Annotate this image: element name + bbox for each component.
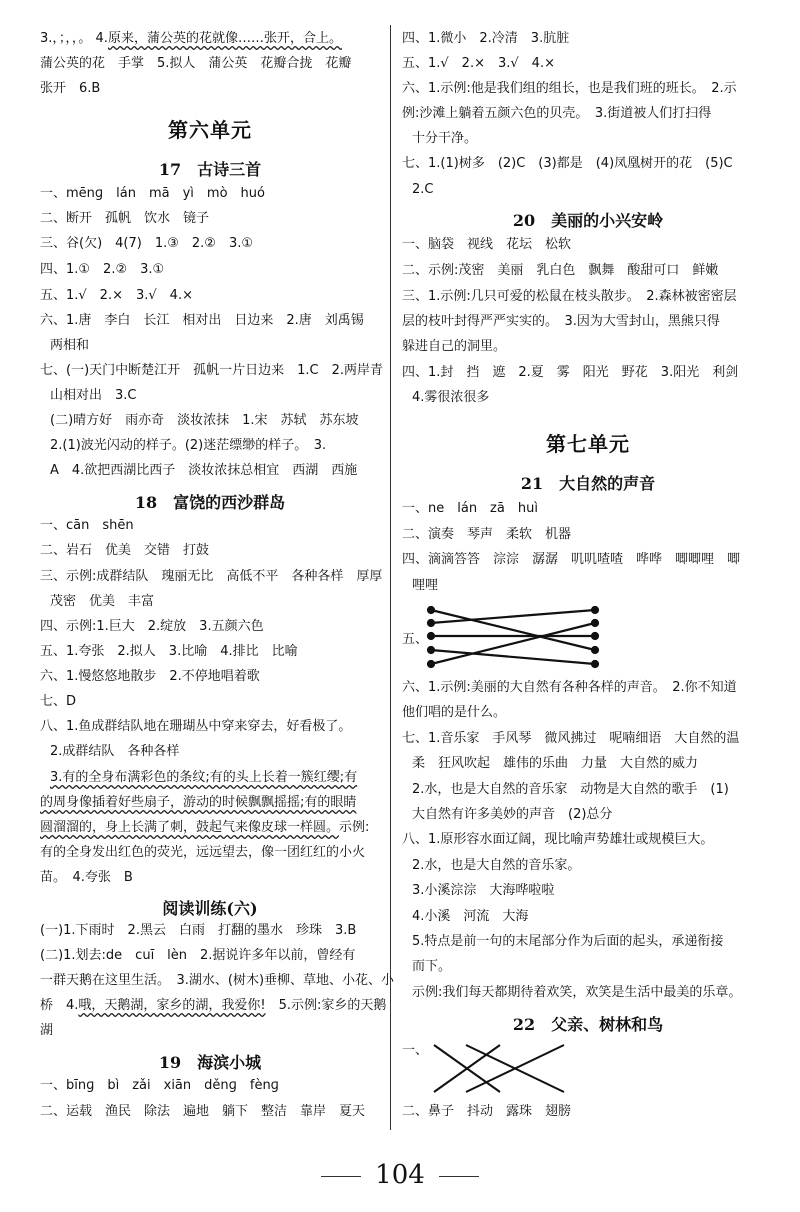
answer-line: 十分干净。: [412, 131, 478, 146]
answer-line: 的周身像插着好些扇子，游动的时候飘飘摇摇;有的眼睛: [40, 795, 357, 810]
unit-heading: 第七单元: [546, 432, 630, 456]
answer-line: 2.水，也是大自然的音乐家 动物是大自然的歌手 (1): [412, 782, 729, 797]
answer-line: 两相和: [50, 338, 90, 353]
page-number: 104: [0, 1160, 800, 1190]
answer-line: 八、1.鱼成群结队地在珊瑚丛中穿来穿去，好看极了。: [40, 719, 352, 734]
lesson-title: 18 富饶的西沙群岛: [134, 493, 286, 512]
answer-line: 四、滴滴答答 淙淙 潺潺 叽叽喳喳 哗哗 唧唧哩 唧: [402, 552, 741, 567]
answer-line: 5.特点是前一句的末尾部分作为后面的起头，承递衔接: [412, 934, 724, 949]
answer-line: 例:沙滩上躺着五颜六色的贝壳。 3.街道被人们打扫得: [402, 106, 712, 121]
answer-line: 茂密 优美 丰富: [50, 594, 155, 609]
answer-line: 三、谷(欠) 4(7) 1.③ 2.② 3.①: [40, 236, 254, 251]
answer-line: 圆溜溜的，身上长满了刺，鼓起气来像皮球一样圆。示例:: [40, 820, 370, 835]
unit-heading: 第六单元: [168, 118, 252, 142]
answer-line: 而下。: [412, 959, 452, 974]
answer-line: 四、示例:1.巨大 2.绽放 3.五颜六色: [40, 619, 264, 634]
answer-line: 一群天鹅在这里生活。 3.湖水、(树木)垂柳、草地、小花、小: [40, 973, 395, 988]
answer-line: (二)晴方好 雨亦奇 淡妆浓抹 1.宋 苏轼 苏东坡: [50, 413, 359, 428]
answer-line: 2.(1)波光闪动的样子。(2)迷茫缥缈的样子。 3.: [50, 438, 327, 453]
answer-line: 七、1.(1)树多 (2)C (3)都是 (4)凤凰树开的花 (5)C: [402, 156, 733, 171]
answer-line: 湖: [40, 1023, 54, 1038]
answer-line: 八、1.原形容水面辽阔，现比喻声势雄壮或规模巨大。: [402, 832, 714, 847]
lesson-title: 22 父亲、树林和鸟: [512, 1015, 664, 1034]
answer-line: 他们唱的是什么。: [402, 705, 507, 720]
answer-line: 七、D: [40, 694, 77, 709]
answer-line: 层的枝叶封得严严实实的。 3.因为大雪封山，黑熊只得: [402, 314, 720, 329]
answer-line: 示例:我们每天都期待着欢笑，欢笑是生活中最美的乐章。: [412, 985, 742, 1000]
answer-line: (一)1.下雨时 2.黑云 白雨 打翻的墨水 珍珠 3.B: [40, 923, 357, 938]
answer-line: 一、bīnɡ bì zǎi xiān děnɡ fènɡ: [40, 1078, 279, 1093]
answer-line: 苗。 4.夸张 B: [40, 870, 133, 885]
answer-line: 一、cān shēn: [40, 518, 134, 533]
answer-line: 4.雾很浓很多: [412, 390, 490, 405]
lesson-title: 21 大自然的声音: [520, 474, 656, 493]
answer-line: 3.小溪淙淙 大海哗啦啦: [412, 883, 555, 898]
answer-line: 蒲公英的花 手掌 5.拟人 蒲公英 花瓣合拢 花瓣: [40, 56, 352, 71]
answer-line: 五、1.√ 2.× 3.√ 4.×: [402, 56, 555, 71]
answer-line: 二、断开 孤帆 饮水 镜子: [40, 211, 210, 226]
answer-line: A 4.欲把西湖比西子 淡妆浓抹总相宜 西湖 西施: [50, 463, 358, 478]
answer-line: 五、1.√ 2.× 3.√ 4.×: [40, 288, 193, 303]
matching-lines-diagram: [428, 604, 608, 674]
answer-line: 六、1.示例:美丽的大自然有各种各样的声音。 2.你不知道: [402, 680, 737, 695]
answer-line: (二)1.划去:de cuī lèn 2.据说许多年以前，曾经有: [40, 948, 356, 963]
reading-training-title: 阅读训练(六): [162, 899, 258, 918]
answer-line: 五、1.夸张 2.拟人 3.比喻 4.排比 比喻: [40, 644, 298, 659]
answer-line: 六、1.慢悠悠地散步 2.不停地唱着歌: [40, 669, 260, 684]
answer-line: 3.有的全身布满彩色的条纹;有的头上长着一簇红缨;有: [50, 770, 358, 785]
answer-line: 躲进自己的洞里。: [402, 339, 507, 354]
answer-line: 四、1.微小 2.冷清 3.肮脏: [402, 31, 570, 46]
answer-line: 大自然有许多美妙的声音 (2)总分: [412, 807, 613, 822]
answer-line: 一、ne lán zā huì: [402, 501, 538, 516]
answer-line: 七、1.音乐家 手风琴 微风拂过 呢喃细语 大自然的温: [402, 731, 740, 746]
answer-line: 2.水，也是大自然的音乐家。: [412, 858, 581, 873]
answer-line: 4.小溪 河流 大海: [412, 909, 529, 924]
lesson-title: 20 美丽的小兴安岭: [512, 211, 664, 230]
answer-line: 二、鼻子 抖动 露珠 翅膀: [402, 1104, 572, 1119]
answer-line: 有的全身发出红色的荧光，远远望去，像一团红红的小火: [40, 845, 366, 860]
answer-line: 桥 4.哦，天鹅湖，家乡的湖，我爱你! 5.示例:家乡的天鹅: [40, 998, 387, 1013]
answer-line: 六、1.示例:他是我们组的组长，也是我们班的班长。 2.示: [402, 81, 737, 96]
lesson-title: 17 古诗三首: [158, 160, 262, 179]
answer-line: 柔 狂风吹起 雄伟的乐曲 力量 大自然的威力: [412, 756, 699, 771]
answer-line: 一、脑袋 视线 花坛 松软: [402, 237, 572, 252]
answer-line: 五、: [402, 632, 429, 647]
answer-line: 2.成群结队 各种各样: [50, 744, 180, 759]
answer-line: 四、1.封 挡 遮 2.夏 雾 阳光 野花 3.阳光 利剑: [402, 365, 739, 380]
column-divider: [390, 25, 391, 1130]
answer-line: 一、mēnɡ lán mā yì mò huó: [40, 186, 265, 201]
answer-line: 六、1.唐 李白 长江 相对出 日边来 2.唐 刘禹锡: [40, 313, 364, 328]
answer-line: 三、示例:成群结队 瑰丽无比 高低不平 各种各样 厚厚: [40, 569, 383, 584]
answer-line: 二、运载 渔民 除法 遍地 躺下 整洁 靠岸 夏天: [40, 1104, 366, 1119]
answer-line: 三、1.示例:几只可爱的松鼠在枝头散步。 2.森林被密密层: [402, 289, 737, 304]
answer-line: 山相对出 3.C: [50, 388, 137, 403]
answer-line: 二、岩石 优美 交错 打鼓: [40, 543, 210, 558]
answer-line: 一、: [402, 1043, 429, 1058]
answer-line: 张开 6.B: [40, 81, 101, 96]
answer-line: 哩哩: [412, 578, 439, 593]
matching-lines-diagram: [430, 1040, 580, 1100]
answer-line: 四、1.① 2.② 3.①: [40, 262, 165, 277]
answer-line: 二、示例:茂密 美丽 乳白色 飘舞 酸甜可口 鲜嫩: [402, 263, 719, 278]
answer-line: 3.，；，，。 4.原来，蒲公英的花就像……张开，合上。: [40, 31, 342, 46]
answer-line: 七、(一)天门中断楚江开 孤帆一片日边来 1.C 2.两岸青: [40, 363, 384, 378]
answer-line: 2.C: [412, 182, 434, 197]
answer-line: 二、演奏 琴声 柔软 机器: [402, 527, 572, 542]
lesson-title: 19 海滨小城: [158, 1053, 262, 1072]
